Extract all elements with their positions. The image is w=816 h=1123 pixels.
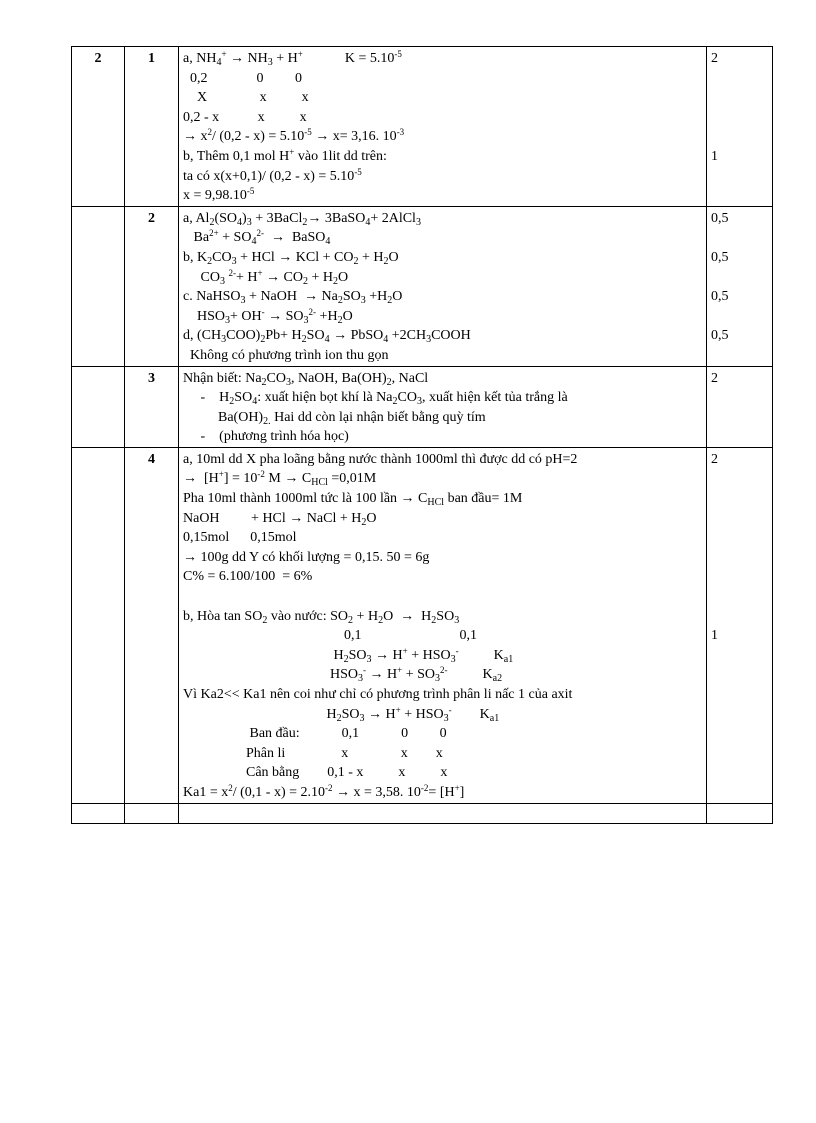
answer-line: Vì Ka2<< Ka1 nên coi như chỉ có phương trình phân li nấc 1 của axit — [183, 687, 573, 702]
answer-line: Cân bằng 0,1 - x x x — [183, 765, 448, 781]
points-value — [711, 724, 768, 744]
points-value — [711, 108, 768, 128]
points-value: 2 — [711, 51, 718, 66]
answer-line: ta có x(x+0,1)/ $(0,2 - x) = 5.10^{-5}$ — [183, 166, 362, 184]
answer-line: a, $NH_4^+ \to NH_3 + H^+$ $K = 5.10^{-5}$ — [183, 49, 402, 68]
points-value — [711, 763, 768, 783]
answer-line: - $H_2SO_4$: xuất hiện bọt khí là $Na_2CO_3$, xuất hiện kết tủa trắng là — [183, 390, 568, 408]
empty-cell — [72, 803, 125, 823]
points-value — [711, 268, 768, 288]
answer-row — [72, 366, 773, 447]
question-number — [72, 366, 125, 447]
answer-content — [179, 47, 707, 207]
answer-line — [183, 587, 702, 607]
answer-key-body — [72, 47, 773, 824]
points-value — [711, 388, 768, 408]
points-value: 0,5 — [711, 328, 729, 344]
sub-question-number: 3 — [125, 366, 179, 447]
points-value — [711, 567, 768, 587]
answer-key-table — [71, 46, 773, 824]
points-value — [711, 665, 768, 685]
points-value — [711, 685, 768, 705]
answer-line: 0,15mol 0,15mol — [183, 530, 297, 546]
points-value: 1 — [711, 148, 718, 164]
sub-question-number: 1 — [125, 47, 179, 207]
points-value — [711, 346, 768, 366]
points-value: 0,5 — [711, 249, 729, 265]
answer-line: Không có phương trình ion thu gọn — [183, 347, 389, 363]
answer-row — [72, 206, 773, 366]
points-value — [711, 489, 768, 509]
points-value — [711, 307, 768, 327]
answer-line: Pha 10ml thành 1000ml tức là 100 lần → $C_{HCl}$ ban đầu= 1M — [183, 491, 523, 509]
answer-row — [72, 447, 773, 803]
points-value — [711, 548, 768, 568]
answer-line: NaOH + HCl → NaCl + $H_2O$ — [183, 510, 377, 528]
answer-line: → 100g dd Y có khối lượng = 0,15. 50 = 6g — [183, 549, 430, 565]
answer-line: Ban đầu: 0,1 0 0 — [183, 726, 447, 742]
answer-line: $Ka1 = x^2/$ $(0,1 - x) = 2.10^{-2} \to x = 3,58$. $10^{-2}= [H^+]$ — [183, 782, 465, 800]
answer-line: b, Hòa $\tan SO_2$ vào nước: $SO_2 + H_2O \to H_2SO_3$ — [183, 608, 460, 626]
answer-line: $HSO_3^- \to H^+ + SO_3^{2-}$ $K_{a2}$ — [183, 665, 503, 685]
points-value — [711, 167, 768, 187]
answer-content — [179, 366, 707, 447]
question-number — [72, 447, 125, 803]
answer-line: c. NaHSO$_3$ + NaOH → $Na_2SO_3 +H_2O$ — [183, 289, 403, 307]
answer-row — [72, 47, 773, 207]
points-value — [711, 88, 768, 108]
answer-line: a, 10ml dd X pha loãng bằng nước thành 1000ml thì được dd có pH=2 — [183, 451, 578, 467]
answer-line: 0,2 - x x x — [183, 109, 307, 125]
question-number: 2 — [72, 47, 125, 207]
empty-cell — [707, 803, 773, 823]
sub-question-number: 2 — [125, 206, 179, 366]
answer-line: → $[H^+] = 10^{-2}$ $M \to C_{HCl} =0,01M$ — [183, 469, 377, 489]
answer-content — [179, 447, 707, 803]
points-value: 2 — [711, 451, 718, 467]
points-value — [711, 528, 768, 548]
answer-line: $CO_3$ $^{2-}+ H^+ \to CO_2 + H_2O$ — [183, 267, 349, 287]
answer-line: 0,2 0 0 — [183, 70, 302, 86]
answer-line: $HSO_3+ OH^- \to SO_3^{2-} +H_2O$ — [183, 306, 353, 326]
points-value: 0,5 — [711, 210, 729, 226]
answer-content — [179, 206, 707, 366]
points-value — [711, 587, 768, 607]
points-cell — [707, 366, 773, 447]
points-value — [711, 427, 768, 447]
answer-line: a, $Al_2(SO_4)_3$ + 3BaCl$_2$→ 3BaSO$_4$+ 2AlCl$_3$ — [183, 210, 421, 228]
answer-line: - (phương trình hóa học) — [183, 429, 349, 445]
answer-line: C% = 6.100/100 = 6% — [183, 569, 313, 585]
answer-line: $H_2SO_3 \to H^+ + HSO_3^-$ $K_{a1}$ — [183, 704, 500, 724]
answer-line: $x = 9,98.10^{-5}$ — [183, 186, 255, 204]
answer-line: X x x — [183, 90, 309, 106]
answer-line: b, Thêm 0,1 mol H+ vào 1lit dd trên: — [183, 146, 387, 164]
points-value — [711, 408, 768, 428]
answer-line: $Ba(OH)_{2.}$ Hai dd còn lại nhận biết bằng quỳ tím — [183, 409, 486, 427]
points-value — [711, 228, 768, 248]
points-value — [711, 705, 768, 725]
answer-line: $Ba^{2+} + SO_4^{2-}$ → BaSO$_4$ — [183, 228, 331, 248]
points-value — [711, 607, 768, 627]
points-value: 1 — [711, 628, 718, 644]
answer-line: → $x^2/$ $(0,2 - x) = 5.10^{-5} \to x= 3,16$. $10^{-3}$ — [183, 127, 405, 145]
points-cell — [707, 206, 773, 366]
points-value — [711, 186, 768, 206]
empty-row — [72, 803, 773, 823]
empty-cell — [125, 803, 179, 823]
points-value — [711, 127, 768, 147]
points-cell — [707, 47, 773, 207]
points-value — [711, 69, 768, 89]
points-value — [711, 509, 768, 529]
points-value — [711, 469, 768, 489]
points-cell — [707, 447, 773, 803]
sub-question-number: 4 — [125, 447, 179, 803]
answer-line: Phân li x x x — [183, 745, 443, 761]
points-value — [711, 783, 768, 803]
points-value: 2 — [711, 370, 718, 386]
answer-line: $H_2SO_3 \to H^+ + HSO_3^-$ $K_{a1}$ — [183, 645, 514, 665]
empty-cell — [179, 803, 707, 823]
answer-line: d, $(CH_3COO)_2Pb+ H_2SO_4$ → PbSO$_4$ $+2CH_3COOH$ — [183, 328, 471, 346]
points-value — [711, 646, 768, 666]
points-value: 0,5 — [711, 289, 729, 305]
points-value — [711, 744, 768, 764]
answer-line: b, $K_2CO_3$ + HCl → KCl + $CO_2 + H_2O$ — [183, 249, 399, 267]
answer-line: 0,1 0,1 — [183, 628, 477, 644]
question-number — [72, 206, 125, 366]
answer-line: Nhận biết: $Na_2CO_3$, NaOH, $Ba(OH)_2$, NaCl — [183, 370, 429, 388]
